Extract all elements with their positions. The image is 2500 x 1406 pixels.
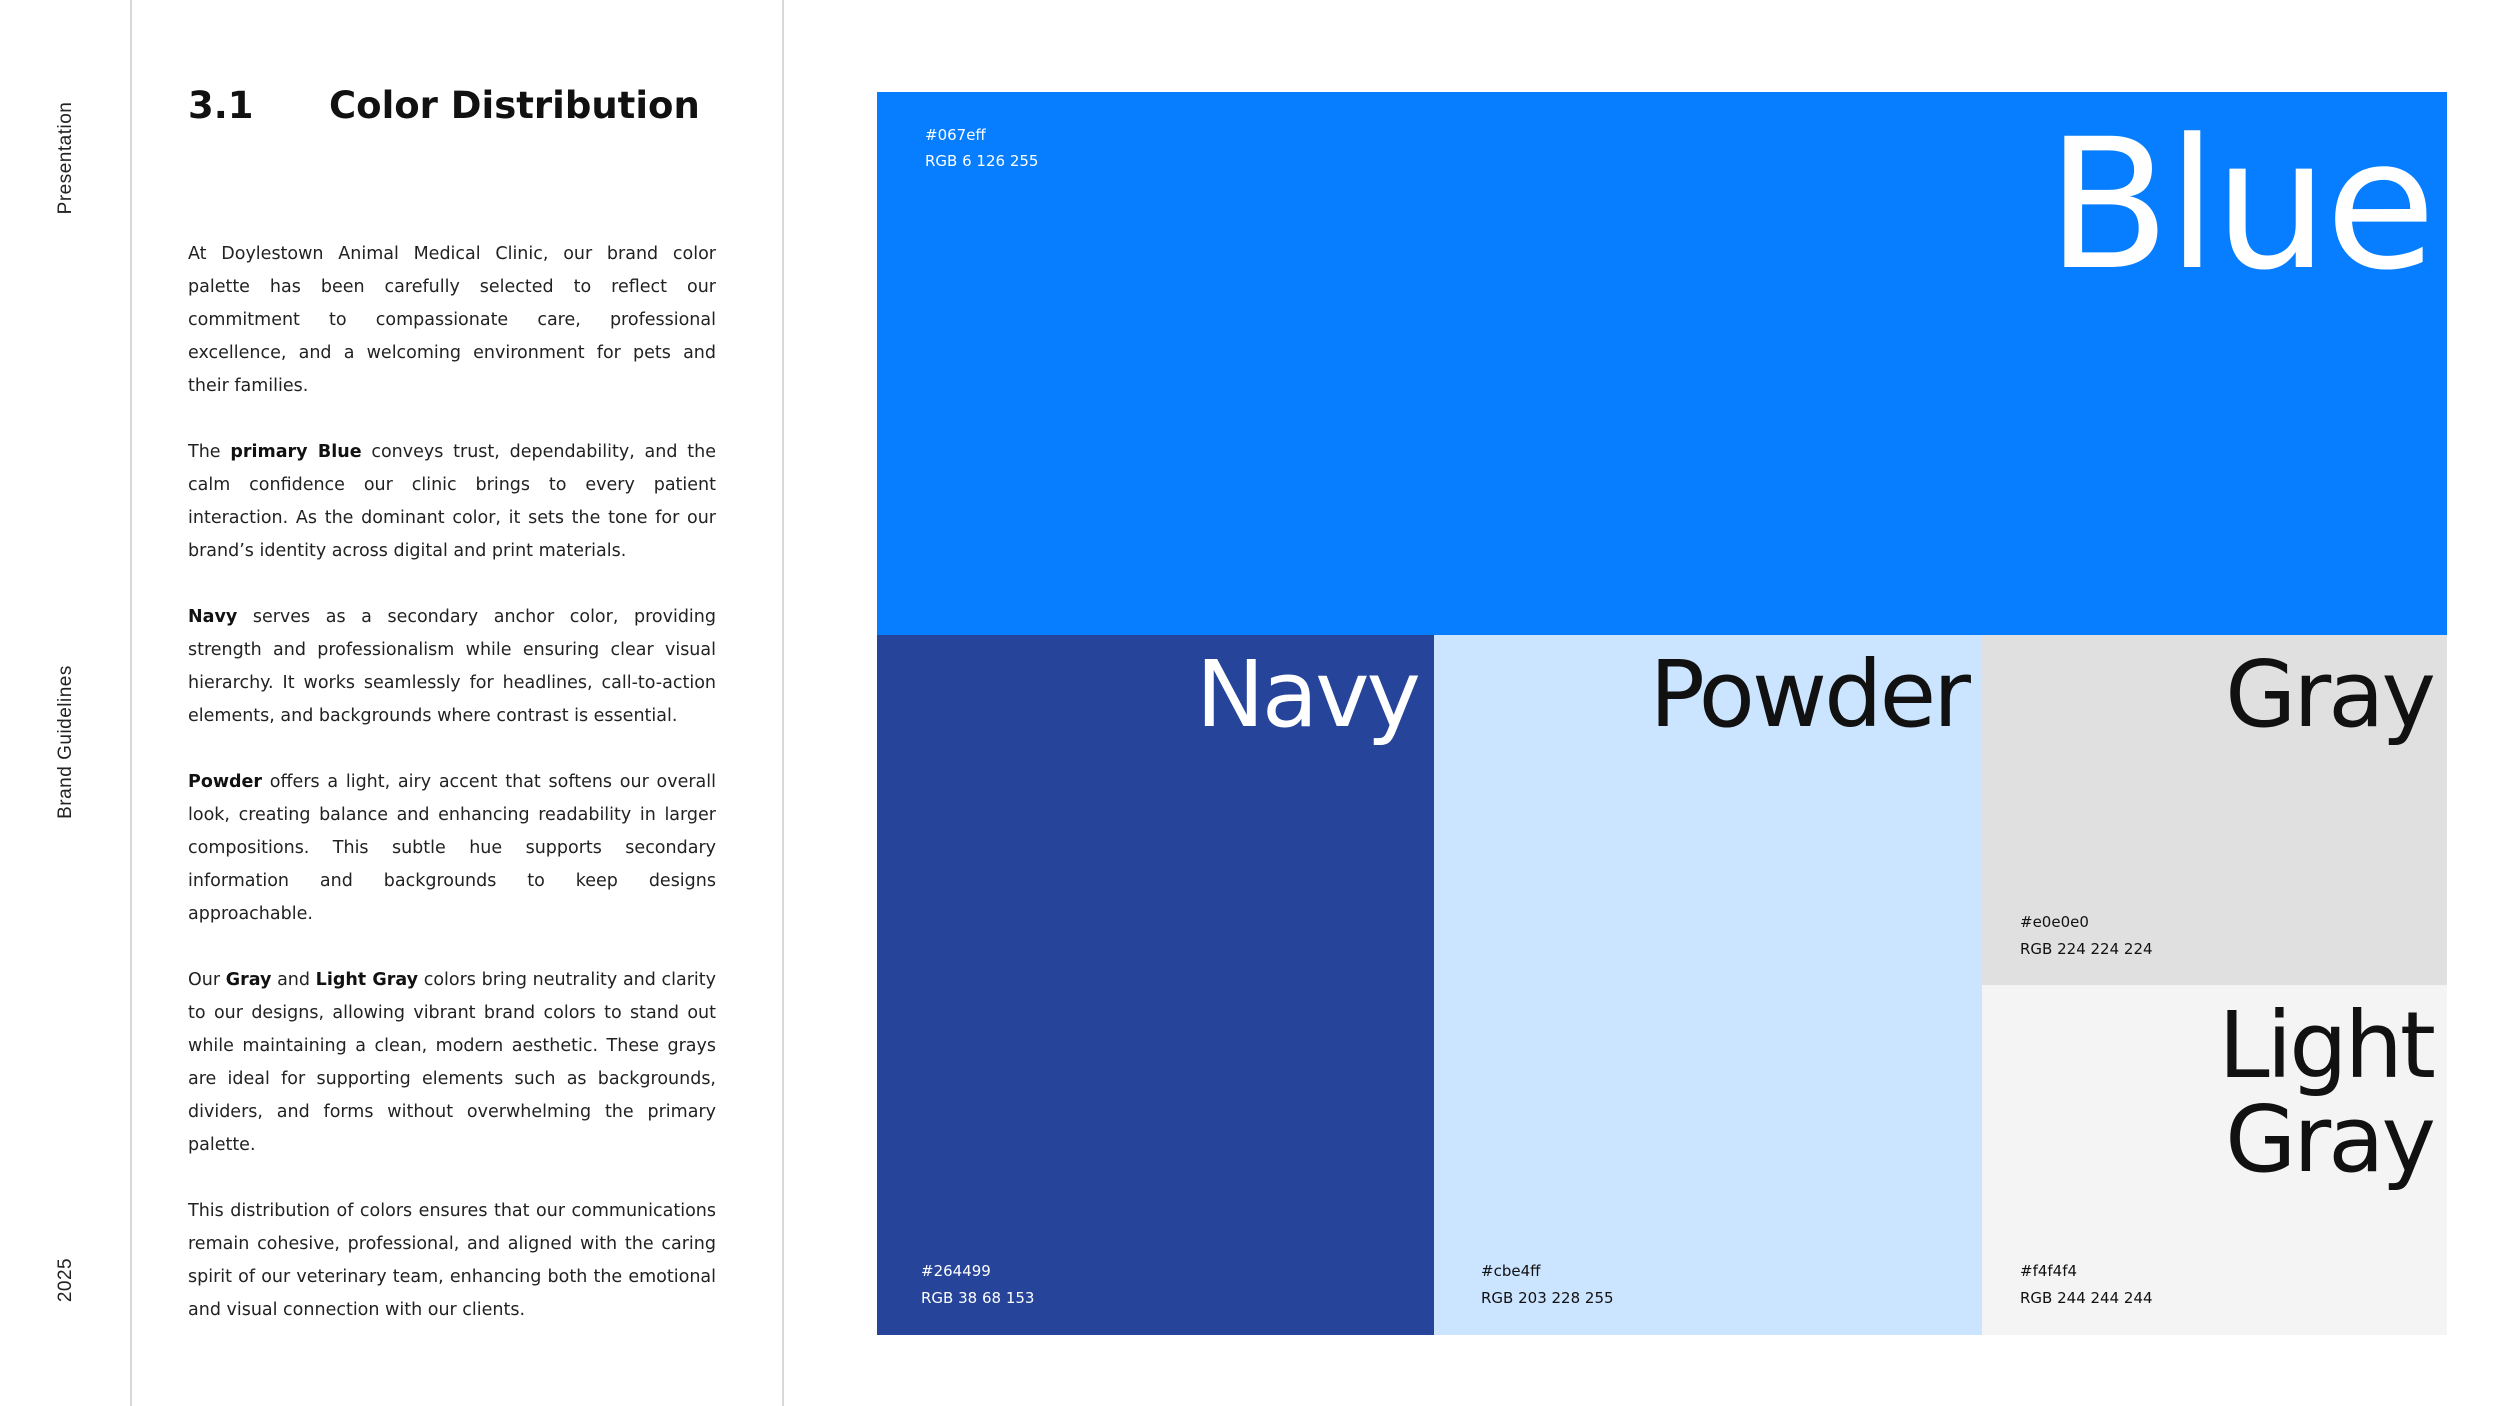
swatch-light-gray [1982, 985, 2447, 1335]
swatch-powder-rgb: RGB 203 228 255 [1481, 1289, 1614, 1307]
swatch-powder-hex: #cbe4ff [1481, 1262, 1541, 1280]
paragraph-grays-mid: and [271, 970, 316, 990]
swatch-light-gray-name-line1: Light [2218, 992, 2433, 1099]
paragraph-navy-bold: Navy [188, 607, 238, 627]
swatch-navy [877, 635, 1434, 1335]
paragraph-powder-bold: Powder [188, 772, 263, 792]
paragraph-blue-bold: primary Blue [230, 442, 362, 462]
paragraph-powder-text: offers a light, airy accent that softens our overall look, creating balance and enhancing readability in larger compositions. This subtle hue supports secondary information and backgrounds to keep designs approachable. [188, 772, 716, 924]
paragraph-grays [188, 964, 716, 1162]
swatch-blue-name: Blue [2046, 101, 2433, 310]
section-heading [188, 84, 700, 127]
paragraph-navy-text: serves as a secondary anchor color, providing strength and professionalism while ensuring clear visual hierarchy. It works seamlessly for headlines, call-to-action elements, and backgrounds where contrast is essential. [188, 607, 716, 726]
swatch-navy-hex: #264499 [921, 1262, 991, 1280]
color-swatch-grid [877, 92, 2447, 1335]
swatch-gray-hex: #e0e0e0 [2020, 913, 2089, 931]
section-title: Color Distribution [329, 84, 700, 127]
swatch-blue [877, 92, 2447, 635]
body-copy [188, 238, 716, 1360]
swatch-blue-rgb: RGB 6 126 255 [925, 152, 1039, 170]
paragraph-grays-prefix: Our [188, 970, 226, 990]
swatch-blue-hex: #067eff [925, 126, 986, 144]
swatch-gray [1982, 635, 2447, 985]
sidebar-divider [130, 0, 132, 1406]
swatch-light-gray-name-line2: Gray [2225, 1086, 2433, 1193]
paragraph-powder [188, 766, 716, 931]
swatch-light-gray-hex: #f4f4f4 [2020, 1262, 2078, 1280]
section-number: 3.1 [188, 84, 254, 127]
swatch-navy-rgb: RGB 38 68 153 [921, 1289, 1035, 1307]
paragraph-grays-bold-light-gray: Light Gray [315, 970, 419, 990]
paragraph-grays-bold-gray: Gray [225, 970, 272, 990]
swatch-light-gray-name [2218, 992, 2433, 1193]
swatch-gray-rgb: RGB 224 224 224 [2020, 940, 2153, 958]
sidebar-presentation-label: Presentation [55, 101, 76, 215]
paragraph-blue-prefix: The [188, 442, 231, 462]
paragraph-blue-text: conveys trust, dependability, and the calm confidence our clinic brings to every patient interaction. As the dominant color, it sets the tone for our brand’s identity across digital and print materials. [188, 442, 716, 561]
sidebar-year-label: 2025 [55, 1257, 76, 1303]
paragraph-grays-text: colors bring neutrality and clarity to our designs, allowing vibrant brand colors to stand out while maintaining a clean, modern aesthetic. These grays are ideal for supporting elements such as backgrounds, dividers, and forms without overwhelming the primary palette. [188, 970, 717, 1155]
content-divider [782, 0, 784, 1406]
swatch-navy-name: Navy [1195, 641, 1418, 748]
paragraph-blue [188, 436, 716, 568]
swatch-powder-name: Powder [1649, 641, 1968, 748]
swatch-gray-name: Gray [2225, 641, 2433, 748]
paragraph-navy [188, 601, 716, 733]
paragraph-closing: This distribution of colors ensures that our communications remain cohesive, professional, and aligned with the caring spirit of our veterinary team, enhancing both the emotional and visual connection with our clients. [188, 1201, 716, 1320]
paragraph-intro: At Doylestown Animal Medical Clinic, our brand color palette has been carefully selected to reflect our commitment to compassionate care, professional excellence, and a welcoming environment for pets and their families. [188, 244, 716, 396]
swatch-light-gray-rgb: RGB 244 244 244 [2020, 1289, 2153, 1307]
swatch-powder [1434, 635, 1982, 1335]
sidebar-brand-guidelines-label: Brand Guidelines [55, 665, 76, 819]
